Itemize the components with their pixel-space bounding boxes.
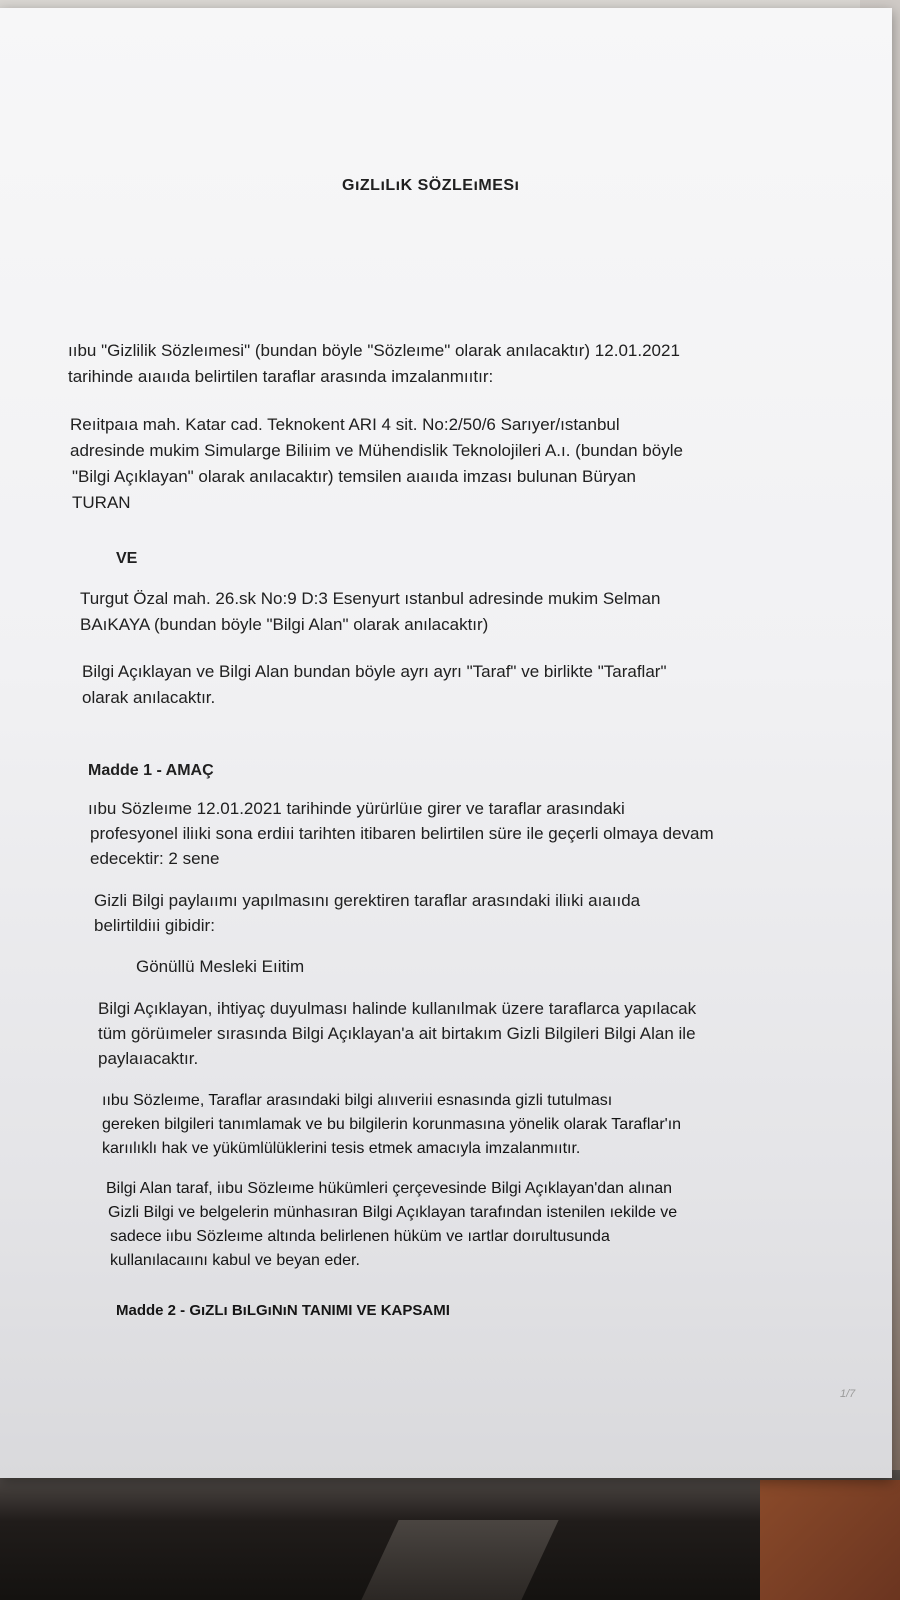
party1-line-4: TURAN xyxy=(72,493,131,512)
party1-line-3: "Bilgi Açıklayan" olarak anılacaktır) temsilen aıaııda imzası bulunan Büryan xyxy=(72,467,636,486)
article1-p4-line-3: karıılıklı hak ve yükümlülüklerini tesis etmek amacıyla imzalanmııtır. xyxy=(102,1140,581,1157)
article1-p1-line-2: profesyonel iliıki sona erdiıi tarihten itibaren belirtilen süre ile geçerli olmaya devam xyxy=(90,824,714,843)
relation-type: Gönüllü Mesleki Eıitim xyxy=(136,957,305,976)
article1-p5-line-3: sadece iıbu Sözleıme altında belirlenen hüküm ve ıartlar doırultusunda xyxy=(110,1228,610,1245)
conjunction-ve: VE xyxy=(116,550,138,567)
intro-line-1: ııbu "Gizlilik Sözleımesi" (bundan böyle "Sözleıme" olarak anılacaktır) 12.01.2021 xyxy=(68,341,680,360)
article1-p3-line-3: paylaıacaktır. xyxy=(98,1049,199,1068)
article1-p5-line-4: kullanılacaıını kabul ve beyan eder. xyxy=(110,1252,360,1269)
party2-line-1: Turgut Özal mah. 26.sk No:9 D:3 Esenyurt ıstanbul adresinde mukim Selman xyxy=(80,589,661,608)
intro-line-2: tarihinde aıaııda belirtilen taraflar arasında imzalanmııtır: xyxy=(68,367,494,386)
photo-floor xyxy=(760,1480,900,1600)
party1-line-1: Reıitpaıa mah. Katar cad. Teknokent ARI 4 sit. No:2/50/6 Sarıyer/ıstanbul xyxy=(70,415,620,434)
article1-p4-line-2: gereken bilgileri tanımlamak ve bu bilgilerin korunmasına yönelik olarak Taraflar'ın xyxy=(102,1116,682,1133)
parties-def-line-2: olarak anılacaktır. xyxy=(82,688,216,707)
article1-p5-line-1: Bilgi Alan taraf, iıbu Sözleıme hükümleri çerçevesinde Bilgi Açıklayan'dan alınan xyxy=(106,1180,673,1197)
article1-p2-line-1: Gizli Bilgi paylaıımı yapılmasını gerektiren taraflar arasındaki iliıki aıaııda xyxy=(94,891,641,910)
article1-p1-line-3: edecektir: 2 sene xyxy=(90,849,220,868)
document-title: GıZLıLıK SÖZLEıMESı xyxy=(342,177,520,194)
article1-p3-line-1: Bilgi Açıklayan, ihtiyaç duyulması halinde kullanılmak üzere taraflarca yapılacak xyxy=(98,999,697,1018)
article1-p4-line-1: ııbu Sözleıme, Taraflar arasındaki bilgi alııveriıi esnasında gizli tutulması xyxy=(102,1092,613,1109)
party1-line-2: adresinde mukim Simularge Biliıim ve Mühendislik Teknolojileri A.ı. (bundan böyle xyxy=(70,441,683,460)
page-number: 1/7 xyxy=(840,1388,856,1400)
article1-p3-line-2: tüm görüımeler sırasında Bilgi Açıklayan'a ait birtakım Gizli Bilgileri Bilgi Alan ile xyxy=(98,1024,696,1043)
parties-def-line-1: Bilgi Açıklayan ve Bilgi Alan bundan böyle ayrı ayrı "Taraf" ve birlikte "Taraflar" xyxy=(82,662,667,681)
party2-line-2: BAıKAYA (bundan böyle "Bilgi Alan" olarak anılacaktır) xyxy=(80,615,489,634)
article1-p5-line-2: Gizli Bilgi ve belgelerin münhasıran Bilgi Açıklayan tarafından istenilen ıekilde ve xyxy=(108,1204,678,1221)
article1-heading: Madde 1 - AMAÇ xyxy=(88,762,214,779)
article1-p1-line-1: ııbu Sözleıme 12.01.2021 tarihinde yürürlüıe girer ve taraflar arasındaki xyxy=(88,799,625,818)
article2-heading: Madde 2 - GıZLı BıLGıNıN TANIMI VE KAPSAMI xyxy=(116,1302,450,1319)
document-page xyxy=(0,8,892,1478)
article1-p2-line-2: belirtildiıi gibidir: xyxy=(94,916,215,935)
